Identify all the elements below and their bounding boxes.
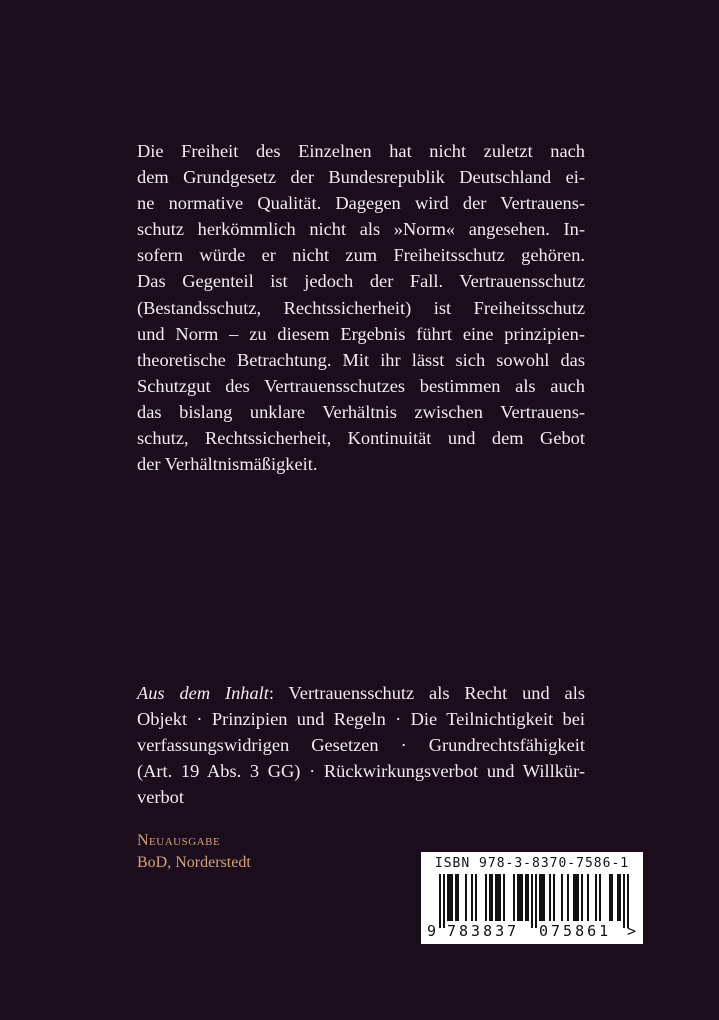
- barcode-bar: [497, 874, 499, 921]
- contents-label: Aus dem Inhalt: [137, 683, 269, 703]
- barcode-digits-left: 783837: [447, 922, 520, 940]
- barcode-bar: [485, 874, 487, 921]
- edition-label: Neuausgabe: [137, 832, 221, 849]
- barcode-bar: [519, 874, 521, 921]
- barcode-bar: [489, 874, 491, 921]
- barcode-bar: [627, 874, 629, 928]
- barcode-bar: [491, 874, 493, 921]
- barcode-bar: [457, 874, 459, 921]
- blurb-line: Die Freiheit des Einzelnen hat nicht zuletzt nach: [137, 141, 585, 161]
- barcode-bar: [553, 874, 555, 921]
- barcode-digits-right: 075861: [539, 922, 612, 940]
- back-cover-blurb: [137, 138, 585, 477]
- barcode-bar: [517, 874, 519, 921]
- blurb-line: Das Gegenteil ist jedoch der Fall. Vertrauensschutz: [137, 271, 585, 292]
- barcode-bar: [499, 874, 501, 921]
- blurb-line: und Norm – zu diesem Ergebnis führt eine prinzipien-: [137, 323, 585, 344]
- barcode-bar: [599, 874, 601, 921]
- publisher-info: [137, 830, 251, 874]
- contents-first-line: : Vertrauensschutz als Recht und als: [268, 683, 585, 703]
- blurb-line: Schutzgut des Vertrauensschutzes bestimmen als auch: [137, 375, 585, 396]
- contents-summary: [137, 680, 585, 810]
- contents-line: verbot: [137, 787, 184, 808]
- barcode-bar: [619, 874, 621, 921]
- barcode-bar: [443, 874, 445, 928]
- blurb-line: schutz, Rechtssicherheit, Kontinuität und dem Gebot: [137, 428, 585, 449]
- barcode-bar: [623, 874, 625, 928]
- barcode-bar: [609, 874, 611, 921]
- barcode-bar: [531, 874, 533, 928]
- barcode-digit-lead: 9: [427, 922, 437, 940]
- barcode-quiet-mark: >: [627, 922, 637, 940]
- blurb-line: der Verhältnismäßigkeit.: [137, 454, 318, 475]
- barcode-bar: [449, 874, 451, 921]
- barcode-bar: [475, 874, 477, 921]
- barcode-bar: [587, 874, 589, 921]
- contents-line: verfassungswidrigen Gesetzen · Grundrechtsfähigkeit: [137, 735, 585, 756]
- barcode-bar: [525, 874, 527, 921]
- barcode-bar: [451, 874, 453, 921]
- contents-line: Objekt · Prinzipien und Regeln · Die Teilnichtigkeit bei: [137, 709, 585, 730]
- barcode-bar: [471, 874, 473, 921]
- barcode-bar: [513, 874, 515, 921]
- barcode-bar: [595, 874, 597, 921]
- barcode-bar: [561, 874, 563, 921]
- barcode-bar: [535, 874, 537, 928]
- blurb-line: sofern würde er nicht zum Freiheitsschutz gehören.: [137, 245, 585, 266]
- blurb-line: ne normative Qualität. Dagegen wird der Vertrauens-: [137, 193, 585, 214]
- barcode-bar: [549, 874, 551, 921]
- blurb-line: theoretische Betrachtung. Mit ihr lässt sich sowohl das: [137, 349, 585, 370]
- isbn-barcode: [421, 852, 643, 944]
- barcode-bar: [465, 874, 467, 921]
- barcode-bar: [567, 874, 569, 921]
- barcode-bar: [503, 874, 505, 921]
- contents-line: (Art. 19 Abs. 3 GG) · Rückwirkungsverbot und Willkür-: [137, 761, 585, 782]
- barcode-bar: [527, 874, 529, 921]
- barcode-bar: [541, 874, 543, 921]
- blurb-line: das bislang unklare Verhältnis zwischen Vertrauens-: [137, 401, 585, 422]
- barcode-bar: [495, 874, 497, 921]
- barcode-bar: [617, 874, 619, 921]
- barcode-bar: [439, 874, 441, 928]
- publisher-place: BoD, Norderstedt: [137, 854, 251, 871]
- barcode-bar: [577, 874, 579, 921]
- contents-line: [137, 680, 585, 706]
- blurb-line: dem Grundgesetz der Bundesrepublik Deutschland ei-: [137, 167, 585, 188]
- barcode-bar: [521, 874, 523, 921]
- barcode-bar: [447, 874, 449, 921]
- blurb-line: (Bestandsschutz, Rechtssicherheit) ist Freiheitsschutz: [137, 297, 585, 318]
- blurb-line: schutz herkömmlich nicht als »Norm« angesehen. In-: [137, 219, 585, 240]
- barcode-bar: [575, 874, 577, 921]
- barcode-bar: [581, 874, 583, 921]
- barcode-bar: [573, 874, 575, 921]
- barcode-bar: [539, 874, 541, 921]
- isbn-text: ISBN 978-3-8370-7586-1: [434, 856, 630, 871]
- barcode-bar: [455, 874, 457, 921]
- barcode-bar: [611, 874, 613, 921]
- barcode-bar: [543, 874, 545, 921]
